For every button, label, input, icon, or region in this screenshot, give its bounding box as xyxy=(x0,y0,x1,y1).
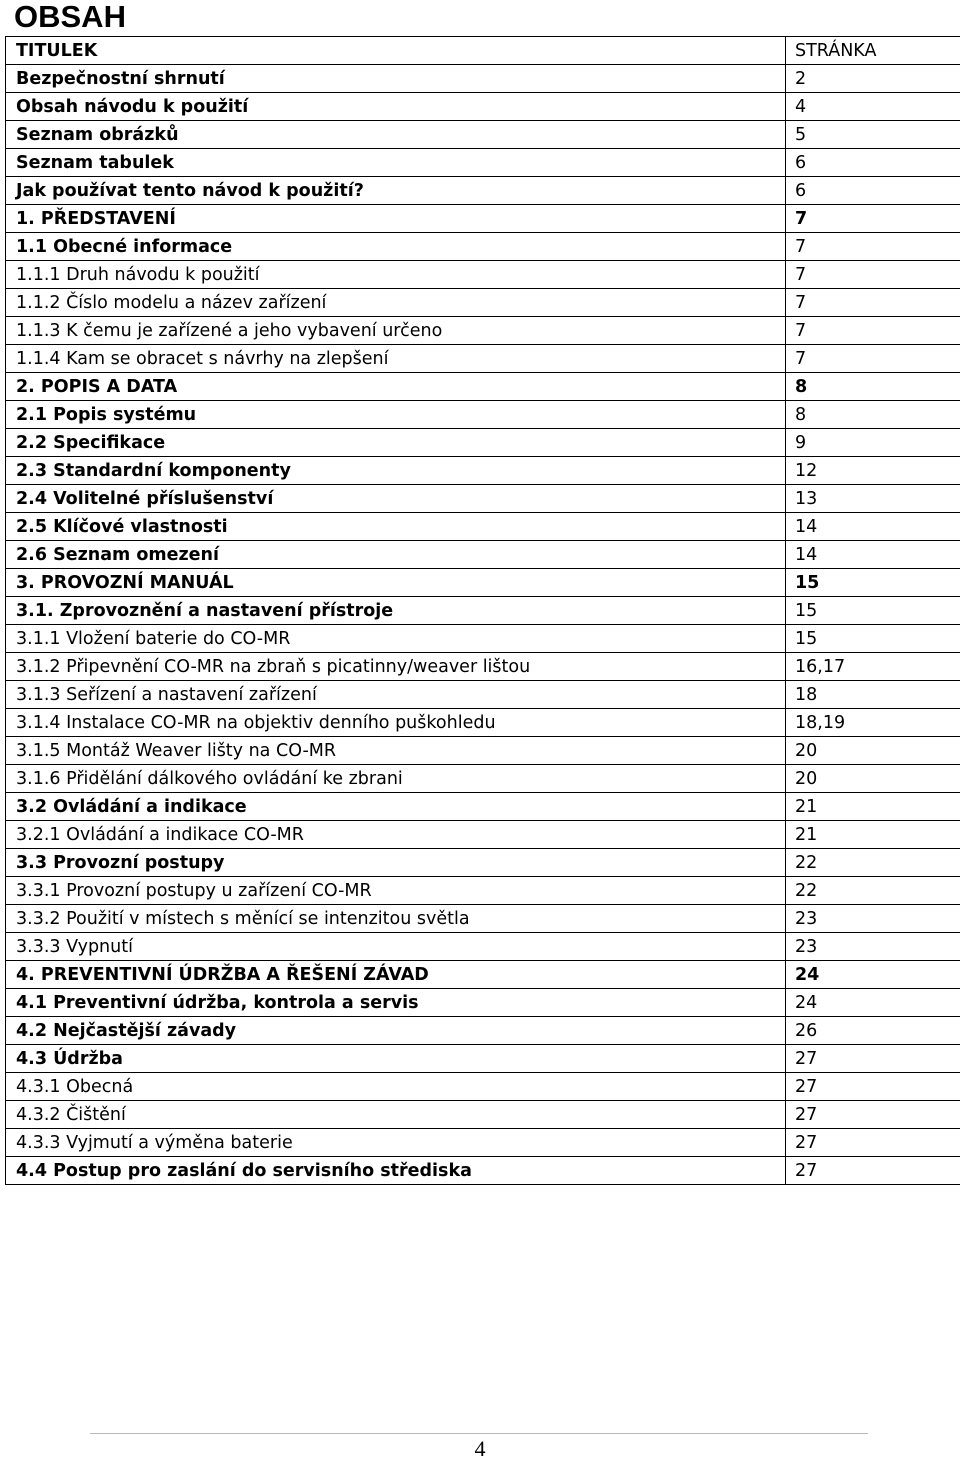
toc-row xyxy=(6,793,960,821)
toc-entry-title: 1.1.1 Druh návodu k použití xyxy=(6,261,786,289)
toc-row xyxy=(6,877,960,905)
toc-entry-page: 20 xyxy=(786,765,960,793)
page-title: OBSAH xyxy=(14,0,126,34)
toc-row xyxy=(6,821,960,849)
toc-entry-title: 4. PREVENTIVNÍ ÚDRŽBA A ŘEŠENÍ ZÁVAD xyxy=(6,961,786,989)
toc-entry-title: 1.1.4 Kam se obracet s návrhy na zlepšení xyxy=(6,345,786,373)
toc-entry-page: 27 xyxy=(786,1045,960,1073)
toc-entry-title: 4.3.2 Čištění xyxy=(6,1101,786,1129)
toc-entry-title: 1.1.3 K čemu je zařízené a jeho vybavení určeno xyxy=(6,317,786,345)
toc-row xyxy=(6,513,960,541)
toc-entry-title: 3.1.3 Seřízení a nastavení zařízení xyxy=(6,681,786,709)
toc-entry-page: 26 xyxy=(786,1017,960,1045)
toc-row xyxy=(6,177,960,205)
toc-entry-title: 4.3 Údržba xyxy=(6,1045,786,1073)
toc-row xyxy=(6,429,960,457)
toc-row xyxy=(6,961,960,989)
toc-entry-title: 2.4 Volitelné příslušenství xyxy=(6,485,786,513)
toc-entry-page: 13 xyxy=(786,485,960,513)
toc-entry-page: 27 xyxy=(786,1073,960,1101)
toc-entry-page: 6 xyxy=(786,149,960,177)
toc-entry-page: 18 xyxy=(786,681,960,709)
toc-entry-title: 3.3.3 Vypnutí xyxy=(6,933,786,961)
toc-entry-title: 4.4 Postup pro zaslání do servisního střediska xyxy=(6,1157,786,1185)
toc-entry-title: 4.3.3 Vyjmutí a výměna baterie xyxy=(6,1129,786,1157)
toc-row xyxy=(6,933,960,961)
column-header-title: TITULEK xyxy=(6,37,786,65)
toc-entry-page: 14 xyxy=(786,541,960,569)
toc-header-row xyxy=(6,37,960,65)
toc-entry-page: 23 xyxy=(786,905,960,933)
toc-row xyxy=(6,625,960,653)
toc-entry-title: 2.5 Klíčové vlastnosti xyxy=(6,513,786,541)
toc-entry-page: 24 xyxy=(786,989,960,1017)
toc-row xyxy=(6,1157,960,1185)
toc-entry-page: 27 xyxy=(786,1101,960,1129)
toc-row xyxy=(6,905,960,933)
toc-entry-title: 3.1.1 Vložení baterie do CO-MR xyxy=(6,625,786,653)
toc-entry-title: 2.6 Seznam omezení xyxy=(6,541,786,569)
toc-entry-page: 7 xyxy=(786,317,960,345)
toc-row xyxy=(6,457,960,485)
toc-entry-title: Seznam tabulek xyxy=(6,149,786,177)
toc-entry-page: 27 xyxy=(786,1157,960,1185)
toc-row xyxy=(6,709,960,737)
toc-row xyxy=(6,93,960,121)
toc-entry-title: 3.1.4 Instalace CO-MR na objektiv denního puškohledu xyxy=(6,709,786,737)
toc-row xyxy=(6,485,960,513)
toc-row xyxy=(6,569,960,597)
toc-entry-page: 12 xyxy=(786,457,960,485)
toc-row xyxy=(6,541,960,569)
toc-table xyxy=(5,36,960,1185)
toc-row xyxy=(6,261,960,289)
toc-entry-page: 23 xyxy=(786,933,960,961)
toc-entry-title: 3.2 Ovládání a indikace xyxy=(6,793,786,821)
toc-entry-title: 2.1 Popis systému xyxy=(6,401,786,429)
toc-entry-page: 9 xyxy=(786,429,960,457)
toc-entry-title: 3.3 Provozní postupy xyxy=(6,849,786,877)
toc-entry-title: Seznam obrázků xyxy=(6,121,786,149)
toc-row xyxy=(6,1017,960,1045)
toc-row xyxy=(6,1129,960,1157)
toc-row xyxy=(6,345,960,373)
toc-entry-page: 5 xyxy=(786,121,960,149)
toc-row xyxy=(6,65,960,93)
toc-row xyxy=(6,849,960,877)
toc-row xyxy=(6,317,960,345)
toc-row xyxy=(6,653,960,681)
toc-entry-title: 4.2 Nejčastější závady xyxy=(6,1017,786,1045)
toc-entry-page: 8 xyxy=(786,401,960,429)
toc-entry-page: 18,19 xyxy=(786,709,960,737)
toc-row xyxy=(6,1101,960,1129)
toc-entry-page: 21 xyxy=(786,793,960,821)
column-header-page: STRÁNKA xyxy=(786,37,960,65)
toc-entry-page: 6 xyxy=(786,177,960,205)
toc-row xyxy=(6,737,960,765)
toc-entry-page: 21 xyxy=(786,821,960,849)
toc-entry-title: 2.2 Specifikace xyxy=(6,429,786,457)
toc-entry-page: 7 xyxy=(786,289,960,317)
toc-entry-title: 3. PROVOZNÍ MANUÁL xyxy=(6,569,786,597)
toc-entry-title: 4.1 Preventivní údržba, kontrola a servis xyxy=(6,989,786,1017)
toc-entry-title: 1. PŘEDSTAVENÍ xyxy=(6,205,786,233)
toc-row xyxy=(6,401,960,429)
footer-divider xyxy=(90,1433,868,1434)
toc-row xyxy=(6,989,960,1017)
page-number: 4 xyxy=(474,1436,486,1461)
toc-row xyxy=(6,681,960,709)
toc-row xyxy=(6,1073,960,1101)
toc-entry-page: 7 xyxy=(786,205,960,233)
toc-entry-page: 15 xyxy=(786,597,960,625)
toc-row xyxy=(6,289,960,317)
toc-entry-page: 7 xyxy=(786,261,960,289)
toc-entry-page: 8 xyxy=(786,373,960,401)
toc-entry-title: 1.1 Obecné informace xyxy=(6,233,786,261)
toc-entry-title: 1.1.2 Číslo modelu a název zařízení xyxy=(6,289,786,317)
toc-entry-title: Obsah návodu k použití xyxy=(6,93,786,121)
toc-row xyxy=(6,765,960,793)
toc-row xyxy=(6,373,960,401)
toc-entry-title: 2.3 Standardní komponenty xyxy=(6,457,786,485)
toc-entry-page: 16,17 xyxy=(786,653,960,681)
toc-entry-page: 27 xyxy=(786,1129,960,1157)
toc-row xyxy=(6,149,960,177)
toc-row xyxy=(6,205,960,233)
toc-entry-page: 14 xyxy=(786,513,960,541)
toc-entry-title: 2. POPIS A DATA xyxy=(6,373,786,401)
toc-entry-page: 7 xyxy=(786,233,960,261)
toc-entry-page: 7 xyxy=(786,345,960,373)
toc-entry-page: 20 xyxy=(786,737,960,765)
toc-entry-title: 3.1. Zprovoznění a nastavení přístroje xyxy=(6,597,786,625)
toc-row xyxy=(6,121,960,149)
toc-entry-title: Bezpečnostní shrnutí xyxy=(6,65,786,93)
toc-row xyxy=(6,1045,960,1073)
toc-entry-title: 3.1.2 Připevnění CO-MR na zbraň s picatinny/weaver lištou xyxy=(6,653,786,681)
toc-entry-title: 3.1.6 Přidělání dálkového ovládání ke zbrani xyxy=(6,765,786,793)
toc-row xyxy=(6,233,960,261)
toc-row xyxy=(6,597,960,625)
toc-entry-page: 22 xyxy=(786,849,960,877)
toc-entry-title: 3.2.1 Ovládání a indikace CO-MR xyxy=(6,821,786,849)
toc-entry-title: 4.3.1 Obecná xyxy=(6,1073,786,1101)
toc-entry-title: 3.3.1 Provozní postupy u zařízení CO-MR xyxy=(6,877,786,905)
toc-entry-title: 3.3.2 Použití v místech s měnící se intenzitou světla xyxy=(6,905,786,933)
toc-entry-page: 15 xyxy=(786,625,960,653)
toc-entry-title: Jak používat tento návod k použití? xyxy=(6,177,786,205)
toc-entry-page: 15 xyxy=(786,569,960,597)
toc-entry-page: 4 xyxy=(786,93,960,121)
toc-entry-page: 22 xyxy=(786,877,960,905)
toc-entry-page: 2 xyxy=(786,65,960,93)
toc-entry-title: 3.1.5 Montáž Weaver lišty na CO-MR xyxy=(6,737,786,765)
toc-entry-page: 24 xyxy=(786,961,960,989)
